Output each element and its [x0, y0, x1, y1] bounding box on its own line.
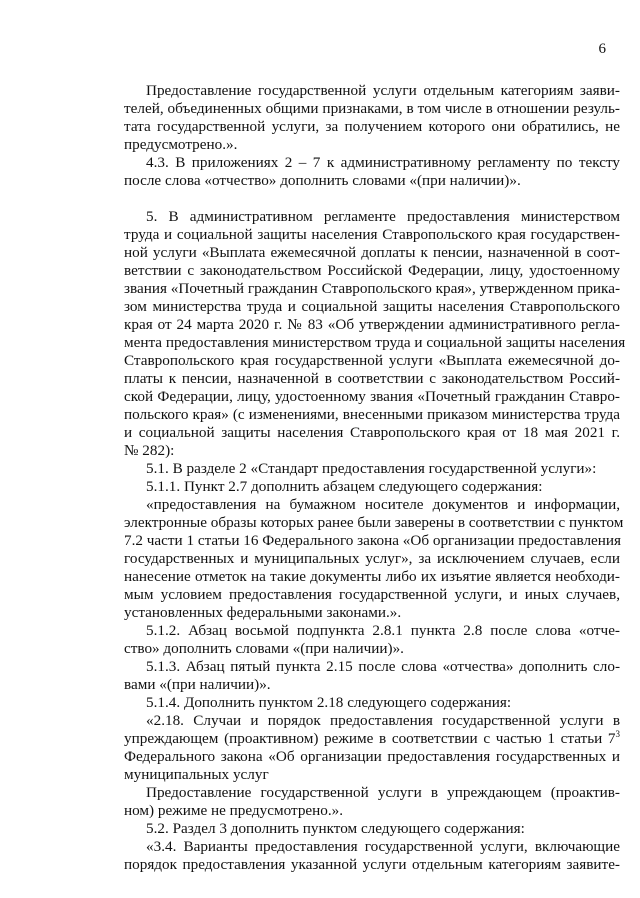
- text-line: мым условием предоставления государственной услуги, и иных случаев,: [124, 586, 620, 603]
- text-line: государственных и муниципальных услуг», за исключением случаев, если: [124, 550, 620, 567]
- text-line: ветствии с законодательством Российской Федерации, лицу, удостоенному: [124, 262, 620, 279]
- text-line: вами «(при наличии)».: [124, 676, 271, 693]
- text-line: Ставропольского края государственной услуги «Выплата ежемесячной до-: [124, 352, 620, 369]
- text-line: ном) режиме не предусмотрено.».: [124, 802, 344, 819]
- text-line: 7.2 части 1 статьи 16 Федерального закона «Об организации предоставления: [124, 532, 622, 549]
- text-line: № 282):: [124, 442, 175, 459]
- text-line: 5.1.4. Дополнить пунктом 2.18 следующего содержания:: [146, 694, 512, 711]
- text-line: установленных федеральными законами.».: [124, 604, 402, 621]
- text-line: зом министерства труда и социальной защиты населения Ставропольского: [124, 298, 620, 315]
- text-line: Предоставление государственной услуги в упреждающем (проактив-: [146, 784, 620, 801]
- text-line: тата государственной услуги, за получением которого они обратились, не: [124, 118, 620, 135]
- text-line: 5.1.2. Абзац восьмой подпункта 2.8.1 пункта 2.8 после слова «отче-: [146, 622, 620, 639]
- text-line: ство» дополнить словами «(при наличии)».: [124, 640, 404, 657]
- superscript: 3: [615, 729, 620, 739]
- text-line: Предоставление государственной услуги отдельным категориям заяви-: [146, 82, 620, 99]
- text-line: труда и социальной защиты населения Ставропольского края государствен-: [124, 226, 620, 243]
- text-line: края от 24 марта 2020 г. № 83 «Об утверждении административного регла-: [124, 316, 620, 333]
- text-line: «3.4. Варианты предоставления государственной услуги, включающие: [146, 838, 620, 855]
- text-line: звания «Почетный гражданин Ставропольского края», утвержденном прика-: [124, 280, 620, 297]
- text-line: платы к пенсии, назначенной в соответствии с законодательством Россий-: [124, 370, 620, 387]
- text-line: предусмотрено.».: [124, 136, 238, 153]
- text-line: нанесение отметок на такие документы либо их изъятие является необходи-: [124, 568, 620, 585]
- text-line: 5.1.3. Абзац пятый пункта 2.15 после слова «отчества» дополнить сло-: [146, 658, 620, 675]
- text-span: упреждающем (проактивном) режиме в соответствии с частью 1 статьи 7: [124, 730, 616, 747]
- text-line: 5.1. В разделе 2 «Стандарт предоставления государственной услуги»:: [146, 460, 597, 477]
- text-line: Федерального закона «Об организации предоставления государственных и: [124, 748, 620, 765]
- text-line: 5.1.1. Пункт 2.7 дополнить абзацем следующего содержания:: [146, 478, 543, 495]
- text-line-with-superscript: [124, 730, 620, 748]
- text-line: муниципальных услуг: [124, 766, 269, 783]
- text-line: «2.18. Случаи и порядок предоставления государственной услуги в: [146, 712, 620, 729]
- text-line: ной услуги «Выплата ежемесячной доплаты к пенсии, назначенной в соот-: [124, 244, 620, 261]
- text-line: порядок предоставления указанной услуги отдельным категориям заявите-: [124, 856, 620, 873]
- text-line: телей, объединенных общими признаками, в том числе в отношении резуль-: [124, 100, 620, 117]
- text-line: мента предоставления министерством труда и социальной защиты населения: [124, 334, 626, 351]
- text-line: и социальной защиты населения Ставропольского края от 18 мая 2021 г.: [124, 424, 620, 441]
- text-line: электронные образы которых ранее были заверены в соответствии с пунктом: [124, 514, 624, 531]
- text-line: польского края» (с изменениями, внесенными приказом министерства труда: [124, 406, 620, 423]
- text-line: после слова «отчество» дополнить словами «(при наличии)».: [124, 172, 521, 189]
- page-number: 6: [598, 41, 606, 57]
- text-line: 5.2. Раздел 3 дополнить пунктом следующего содержания:: [146, 820, 525, 837]
- text-line: ской Федерации, лицу, удостоенному звания «Почетный гражданин Ставро-: [124, 388, 620, 405]
- text-line: «предоставления на бумажном носителе документов и информации,: [146, 496, 620, 513]
- text-line: 5. В административном регламенте предоставления министерством: [146, 208, 620, 225]
- text-line: 4.3. В приложениях 2 – 7 к административному регламенту по тексту: [146, 154, 620, 171]
